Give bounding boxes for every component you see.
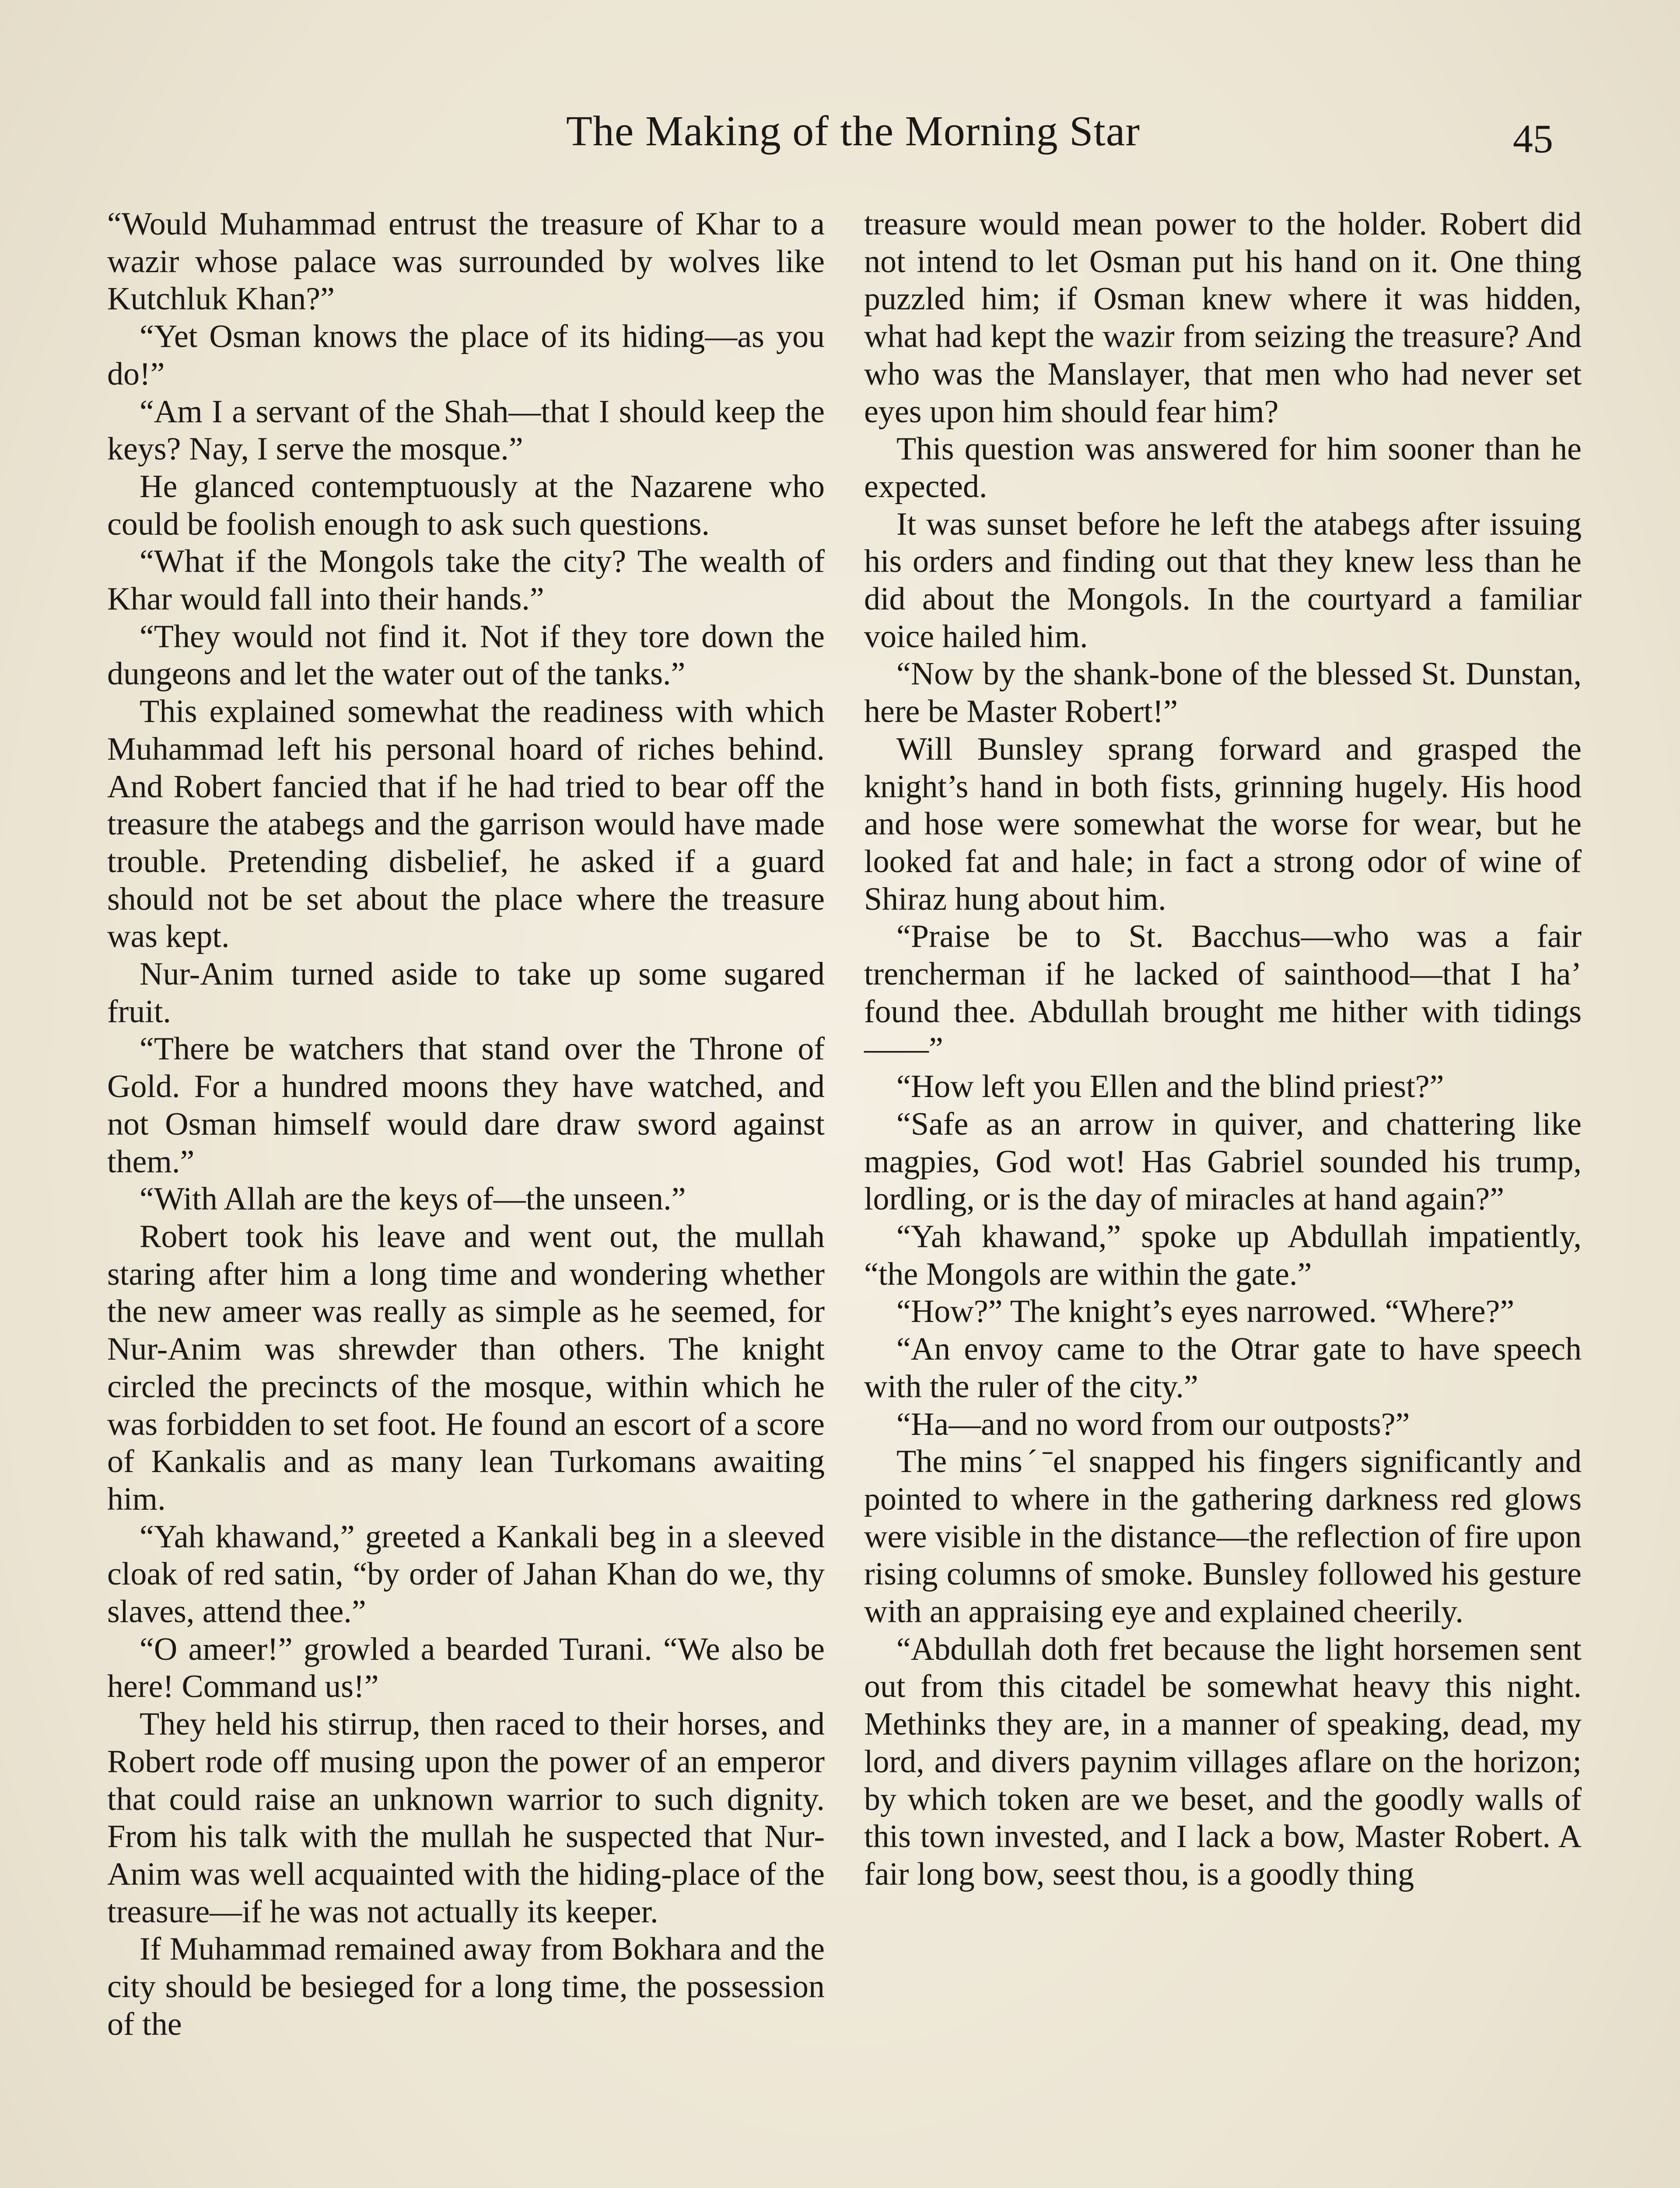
left-text-column xyxy=(107,206,825,2043)
paragraph: It was sunset before he left the atabegs after issuing his orders and finding out that they knew less than he did about the Mongols. In the courtyard a familiar voice hailed him. xyxy=(864,506,1582,655)
paragraph: Will Bunsley sprang forward and grasped the knight’s hand in both fists, grinning hugely. His hood and hose were somewhat the worse for wear, but he looked fat and hale; in fact a strong odor of wine of Shiraz hung about him. xyxy=(864,731,1582,917)
paragraph: “With Allah are the keys of—the unseen.” xyxy=(140,1181,686,1217)
paragraph: “How left you Ellen and the blind priest?” xyxy=(896,1069,1444,1105)
paragraph: “How?” The knight’s eyes narrowed. “Where?” xyxy=(896,1294,1515,1330)
paragraph: “Would Muhammad entrust the treasure of Khar to a wazir whose palace was surrounded by wolves like Kutchluk Khan?” xyxy=(107,206,825,317)
right-text-column xyxy=(864,206,1582,1893)
paragraph: Nur-Anim turned aside to take up some sugared fruit. xyxy=(107,956,825,1030)
paragraph: “They would not find it. Not if they tore down the dungeons and let the water out of the tanks.” xyxy=(107,618,825,692)
paragraph: “O ameer!” growled a bearded Turani. “We also be here! Command us!” xyxy=(107,1631,825,1705)
paragraph: They held his stirrup, then raced to their horses, and Robert rode off musing upon the power of an emperor that could raise an unknown warrior to such dignity. From his talk with the mullah he suspected that Nur-Anim was well acquainted with the hiding-place of the treasure—if he was not actually its keeper. xyxy=(107,1706,825,1930)
paragraph: “Abdullah doth fret because the light horsemen sent out from this citadel be somewhat heavy this night. Methinks they are, in a manner of speaking, dead, my lord, and divers paynim villages aflare on the horizon; by which token are we beset, and the goodly walls of this town invested, and I lack a bow, Master Robert. A fair long bow, seest thou, is a goodly thing xyxy=(864,1631,1582,1892)
paragraph: Robert took his leave and went out, the mullah staring after him a long time and wondering whether the new ameer was really as simple as he seemed, for Nur-Anim was shrewder than others. The knight circled the precincts of the mosque, within which he was forbidden to set foot. He found an escort of a score of Kankalis and as many lean Turkomans awaiting him. xyxy=(107,1218,825,1517)
paragraph: He glanced contemptuously at the Nazarene who could be foolish enough to ask such questions. xyxy=(107,468,825,542)
paragraph: treasure would mean power to the holder. Robert did not intend to let Osman put his hand on it. One thing puzzled him; if Osman knew where it was hidden, what had kept the wazir from seizing the treasure? And who was the Manslayer, that men who had never set eyes upon him should fear him? xyxy=(864,206,1582,430)
paragraph: “Yah khawand,” spoke up Abdullah impatiently, “the Mongols are within the gate.” xyxy=(864,1218,1582,1292)
paragraph: “An envoy came to the Otrar gate to have speech with the ruler of the city.” xyxy=(864,1331,1582,1405)
paragraph: If Muhammad remained away from Bokhara and the city should be besieged for a long time, the possession of the xyxy=(107,1931,825,2042)
paragraph: “What if the Mongols take the city? The wealth of Khar would fall into their hands.” xyxy=(107,543,825,617)
paragraph: “Am I a servant of the Shah—that I should keep the keys? Nay, I serve the mosque.” xyxy=(107,393,825,467)
paragraph: “Yet Osman knows the place of its hiding—as you do!” xyxy=(107,319,825,392)
paragraph: “Yah khawand,” greeted a Kankali beg in a sleeved cloak of red satin, “by order of Jahan Khan do we, thy slaves, attend thee.” xyxy=(107,1518,825,1630)
paragraph: “Safe as an arrow in quiver, and chattering like magpies, God wot! Has Gabriel sounded his trump, lordling, or is the day of miracles at hand again?” xyxy=(864,1106,1582,1217)
paragraph: “Ha—and no word from our outposts?” xyxy=(896,1406,1410,1442)
paragraph: This question was answered for him sooner than he expected. xyxy=(864,431,1582,505)
running-head-title: The Making of the Morning Star xyxy=(566,108,1140,155)
paragraph: The minsˊˉel snapped his fingers significantly and pointed to where in the gathering darkness red glows were visible in the distance—the reflection of fire upon rising columns of smoke. Bunsley followed his gesture with an appraising eye and explained cheerily. xyxy=(864,1444,1582,1630)
paragraph: This explained somewhat the readiness with which Muhammad left his personal hoard of riches behind. And Robert fancied that if he had tried to bear off the treasure the atabegs and the garrison would have made trouble. Pretending disbelief, he asked if a guard should not be set about the place where the treasure was kept. xyxy=(107,694,825,955)
paragraph: “There be watchers that stand over the Throne of Gold. For a hundred moons they have watched, and not Osman himself would dare draw sword against them.” xyxy=(107,1031,825,1180)
paragraph: “Now by the shank-bone of the blessed St. Dunstan, here be Master Robert!” xyxy=(864,656,1582,730)
page-number: 45 xyxy=(1513,116,1553,161)
paragraph: “Praise be to St. Bacchus—who was a fair trencherman if he lacked of sainthood—that I ha’ found thee. Abdullah brought me hither with tidings——” xyxy=(864,919,1582,1067)
